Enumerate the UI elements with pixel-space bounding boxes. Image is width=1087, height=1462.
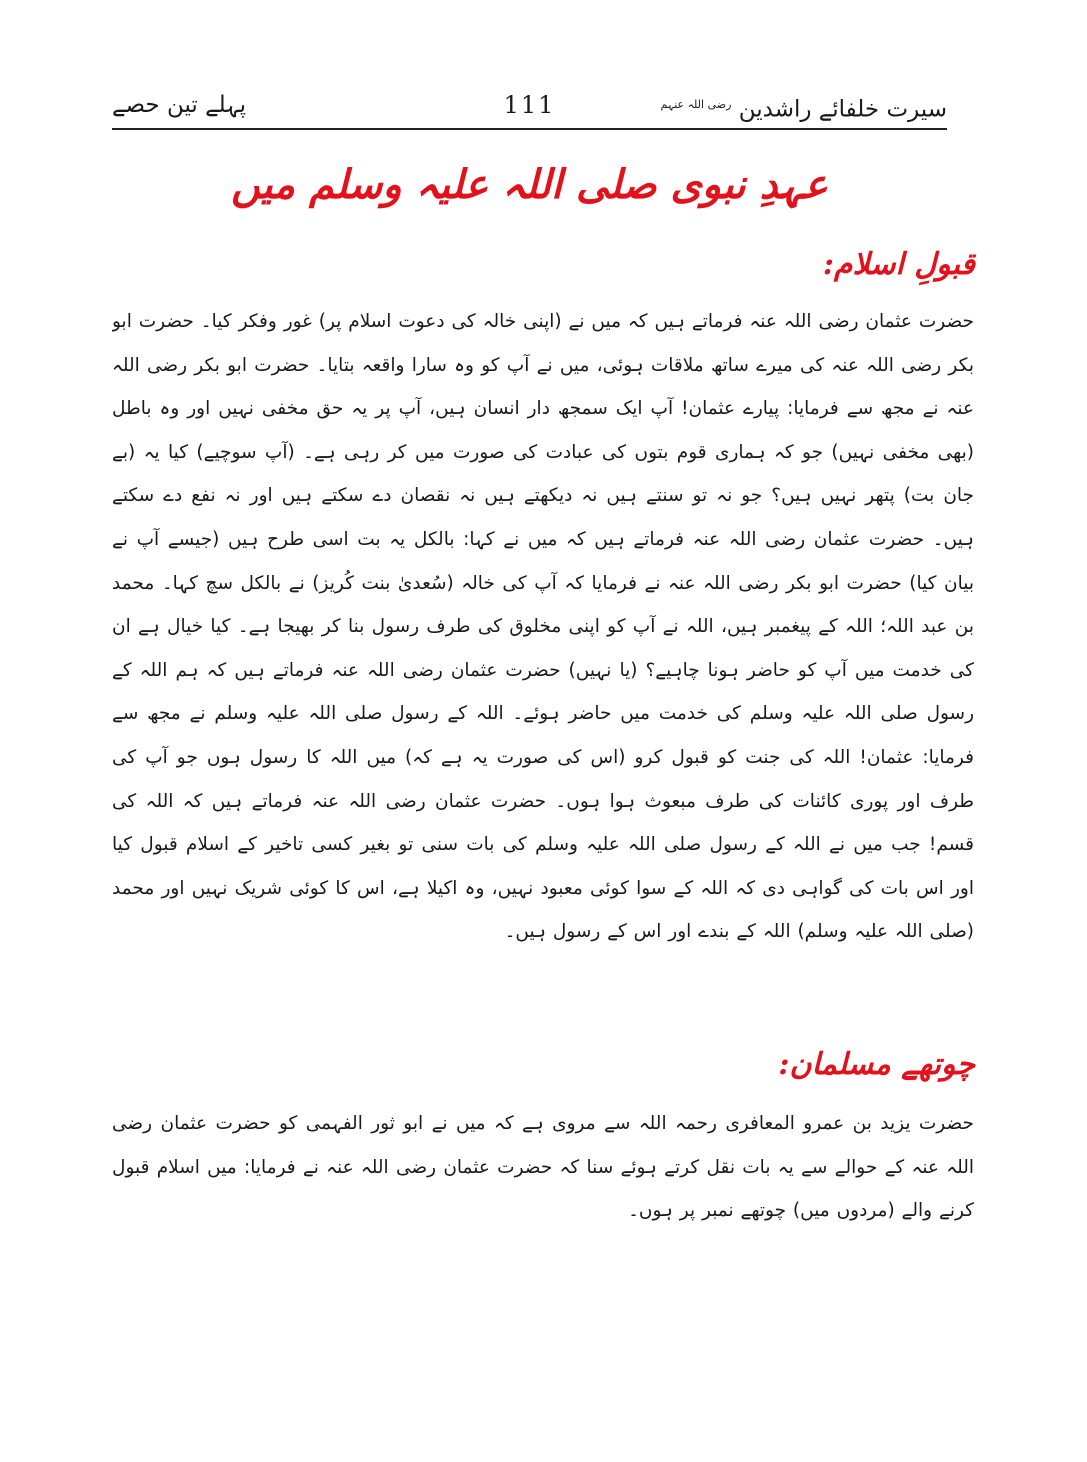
header-part-label: پہلے تین حصے	[112, 92, 247, 118]
header-book-title	[660, 88, 947, 127]
section-paragraph-accepting-islam: حضرت عثمان رضی اللہ عنہ فرماتے ہیں کہ میں نے (اپنی خالہ کی دعوت اسلام پر) غور وفکر کیا۔ حضرت ابو بکر رضی اللہ عنہ کی میرے ساتھ ملاقات ہوئی، میں نے آپ کو وہ سارا واقعہ بتایا۔ حضرت ابو بکر رضی اللہ عنہ نے مجھ سے فرمایا: پیارے عثمان! آپ ایک سمجھ دار انسان ہیں، آپ پر یہ حق مخفی نہیں اور وہ باطل (بھی مخفی نہیں) جو کہ ہماری قوم بتوں کی عبادت کی صورت میں کر رہی ہے۔ (آپ سوچیے) کیا یہ (بے جان بت) پتھر نہیں ہیں؟ جو نہ تو سنتے ہیں نہ دیکھتے ہیں نہ نقصان دے سکتے ہیں اور نہ نفع دے سکتے ہیں۔ حضرت عثمان رضی اللہ عنہ فرماتے ہیں کہ میں نے کہا: بالکل یہ بت اسی طرح ہیں (جیسے آپ نے بیان کیا) حضرت ابو بکر رضی اللہ عنہ نے فرمایا کہ آپ کی خالہ (سُعدیٰ بنت کُریز) نے بالکل سچ کہا۔ محمد بن عبد اللہ؛ اللہ کے پیغمبر ہیں، اللہ نے آپ کو اپنی مخلوق کی طرف رسول بنا کر بھیجا ہے۔ کیا خیال ہے ان کی خدمت میں آپ کو حاضر ہونا چاہیے؟ (یا نہیں) حضرت عثمان رضی اللہ عنہ فرماتے ہیں کہ ہم اللہ کے رسول صلی اللہ علیہ وسلم کی خدمت میں حاضر ہوئے۔ اللہ کے رسول صلی اللہ علیہ وسلم نے مجھ سے فرمایا: عثمان! اللہ کی جنت کو قبول کرو (اس کی صورت یہ ہے کہ) میں اللہ کا رسول ہوں جو آپ کی طرف اور پوری کائنات کی طرف مبعوث ہوا ہوں۔ حضرت عثمان رضی اللہ عنہ فرماتے ہیں کہ اللہ کی قسم! جب میں نے اللہ کے رسول صلی اللہ علیہ وسلم کی بات سنی تو بغیر کسی تاخیر کے اسلام قبول کیا اور اس بات کی گواہی دی کہ اللہ کے سوا کوئی معبود نہیں، وہ اکیلا ہے، اس کا کوئی شریک نہیں اور محمد (صلی اللہ علیہ وسلم) اللہ کے بندے اور اس کے رسول ہیں۔	[112, 311, 974, 943]
section-heading-fourth-muslim: چوتھے مسلمان:	[778, 1047, 975, 1082]
running-header	[112, 88, 947, 128]
chapter-title: عہدِ نبوی صلی اللہ علیہ وسلم میں	[231, 161, 828, 208]
page-number: 111	[503, 91, 556, 119]
header-honorific: رضی اللہ عنہم	[660, 98, 732, 111]
section-paragraph-fourth-muslim: حضرت یزید بن عمرو المعافری رحمہ اللہ سے مروی ہے کہ میں نے ابو ثور الفہمی کو حضرت عثمان رضی اللہ عنہ کے حوالے سے یہ بات نقل کرتے ہوئے سنا کہ حضرت عثمان رضی اللہ عنہ نے فرمایا: میں اسلام قبول کرنے والے (مردوں میں) چوتھے نمبر پر ہوں۔	[112, 1113, 974, 1222]
book-title-text: سیرت خلفائے راشدین	[738, 96, 947, 123]
header-divider	[112, 128, 947, 130]
section-heading-accepting-islam: قبولِ اسلام:	[822, 247, 975, 282]
